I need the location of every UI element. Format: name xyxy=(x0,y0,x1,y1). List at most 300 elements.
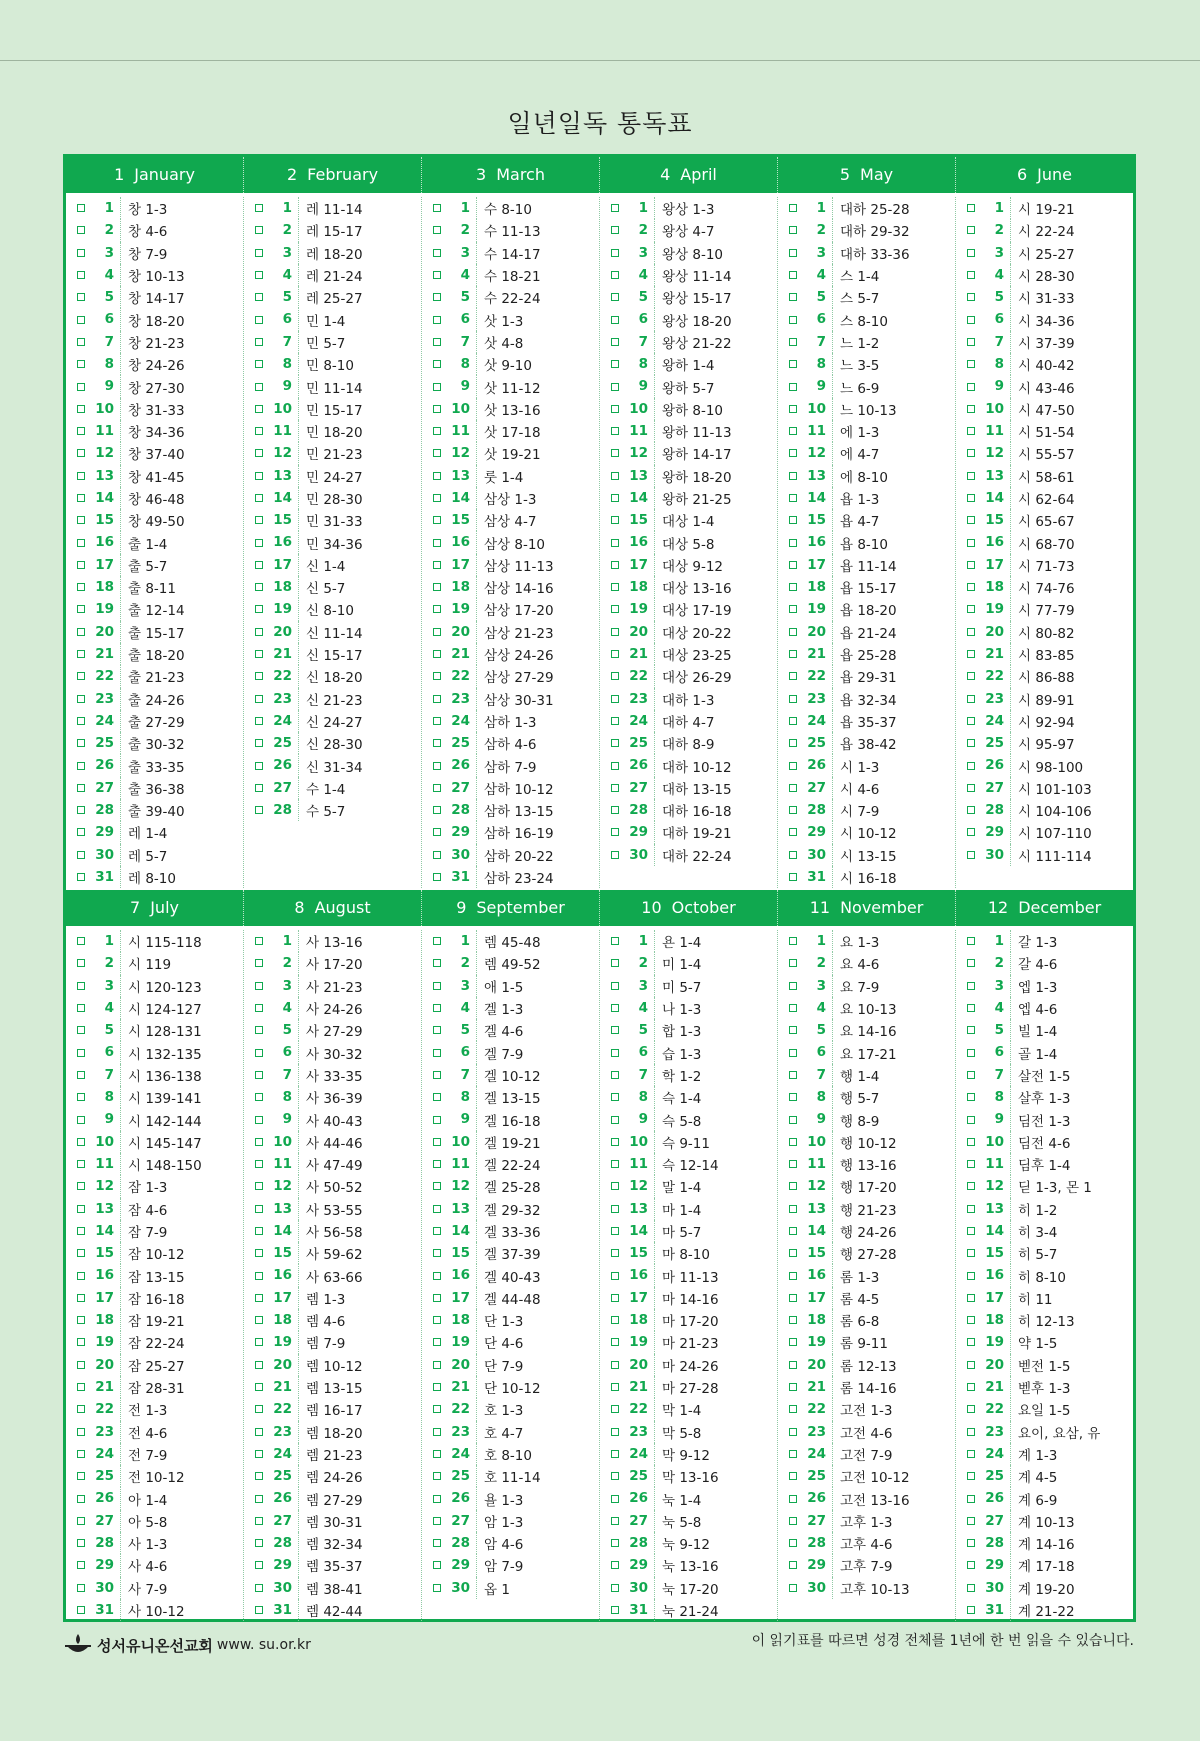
reading-checkbox[interactable] xyxy=(611,605,619,613)
reading-checkbox[interactable] xyxy=(789,1383,797,1391)
reading-checkbox[interactable] xyxy=(433,739,441,747)
reading-checkbox[interactable] xyxy=(611,583,619,591)
reading-checkbox[interactable] xyxy=(77,539,85,547)
reading-checkbox[interactable] xyxy=(433,449,441,457)
reading-checkbox[interactable] xyxy=(255,1026,263,1034)
reading-checkbox[interactable] xyxy=(967,739,975,747)
reading-checkbox[interactable] xyxy=(433,1361,441,1369)
reading-checkbox[interactable] xyxy=(77,1205,85,1213)
reading-checkbox[interactable] xyxy=(255,806,263,814)
reading-checkbox[interactable] xyxy=(967,1472,975,1480)
reading-checkbox[interactable] xyxy=(433,1539,441,1547)
reading-checkbox[interactable] xyxy=(433,784,441,792)
reading-checkbox[interactable] xyxy=(967,937,975,945)
reading-checkbox[interactable] xyxy=(255,959,263,967)
reading-checkbox[interactable] xyxy=(77,1584,85,1592)
reading-checkbox[interactable] xyxy=(433,828,441,836)
reading-checkbox[interactable] xyxy=(77,1495,85,1503)
reading-checkbox[interactable] xyxy=(255,1160,263,1168)
reading-checkbox[interactable] xyxy=(789,204,797,212)
reading-checkbox[interactable] xyxy=(967,1584,975,1592)
reading-checkbox[interactable] xyxy=(611,1450,619,1458)
reading-checkbox[interactable] xyxy=(255,739,263,747)
reading-checkbox[interactable] xyxy=(433,1383,441,1391)
reading-checkbox[interactable] xyxy=(77,605,85,613)
reading-checkbox[interactable] xyxy=(789,494,797,502)
reading-checkbox[interactable] xyxy=(789,427,797,435)
reading-checkbox[interactable] xyxy=(433,1138,441,1146)
reading-checkbox[interactable] xyxy=(255,1249,263,1257)
reading-checkbox[interactable] xyxy=(967,1093,975,1101)
reading-checkbox[interactable] xyxy=(77,1049,85,1057)
reading-checkbox[interactable] xyxy=(433,338,441,346)
reading-checkbox[interactable] xyxy=(611,516,619,524)
reading-checkbox[interactable] xyxy=(77,472,85,480)
reading-checkbox[interactable] xyxy=(77,494,85,502)
reading-checkbox[interactable] xyxy=(77,338,85,346)
reading-checkbox[interactable] xyxy=(77,1383,85,1391)
reading-checkbox[interactable] xyxy=(433,1272,441,1280)
reading-checkbox[interactable] xyxy=(789,1004,797,1012)
reading-checkbox[interactable] xyxy=(433,539,441,547)
reading-checkbox[interactable] xyxy=(77,1071,85,1079)
reading-checkbox[interactable] xyxy=(77,784,85,792)
reading-checkbox[interactable] xyxy=(611,1160,619,1168)
reading-checkbox[interactable] xyxy=(255,1338,263,1346)
reading-checkbox[interactable] xyxy=(77,1561,85,1569)
reading-checkbox[interactable] xyxy=(967,226,975,234)
reading-checkbox[interactable] xyxy=(789,449,797,457)
reading-checkbox[interactable] xyxy=(77,959,85,967)
reading-checkbox[interactable] xyxy=(77,1004,85,1012)
reading-checkbox[interactable] xyxy=(77,383,85,391)
reading-checkbox[interactable] xyxy=(611,1495,619,1503)
reading-checkbox[interactable] xyxy=(433,204,441,212)
reading-checkbox[interactable] xyxy=(611,1561,619,1569)
reading-checkbox[interactable] xyxy=(255,316,263,324)
reading-checkbox[interactable] xyxy=(611,226,619,234)
reading-checkbox[interactable] xyxy=(255,1361,263,1369)
reading-checkbox[interactable] xyxy=(77,226,85,234)
reading-checkbox[interactable] xyxy=(433,472,441,480)
reading-checkbox[interactable] xyxy=(77,873,85,881)
reading-checkbox[interactable] xyxy=(789,1272,797,1280)
reading-checkbox[interactable] xyxy=(611,982,619,990)
reading-checkbox[interactable] xyxy=(611,1205,619,1213)
reading-checkbox[interactable] xyxy=(433,1450,441,1458)
reading-checkbox[interactable] xyxy=(433,293,441,301)
reading-checkbox[interactable] xyxy=(789,937,797,945)
reading-checkbox[interactable] xyxy=(789,316,797,324)
reading-checkbox[interactable] xyxy=(255,605,263,613)
reading-checkbox[interactable] xyxy=(789,360,797,368)
reading-checkbox[interactable] xyxy=(789,1249,797,1257)
reading-checkbox[interactable] xyxy=(255,1182,263,1190)
reading-checkbox[interactable] xyxy=(611,1517,619,1525)
reading-checkbox[interactable] xyxy=(255,360,263,368)
reading-checkbox[interactable] xyxy=(77,1405,85,1413)
reading-checkbox[interactable] xyxy=(967,672,975,680)
reading-checkbox[interactable] xyxy=(433,1517,441,1525)
reading-checkbox[interactable] xyxy=(789,1361,797,1369)
reading-checkbox[interactable] xyxy=(611,851,619,859)
reading-checkbox[interactable] xyxy=(789,1294,797,1302)
reading-checkbox[interactable] xyxy=(611,249,619,257)
reading-checkbox[interactable] xyxy=(611,959,619,967)
reading-checkbox[interactable] xyxy=(77,1272,85,1280)
reading-checkbox[interactable] xyxy=(967,982,975,990)
reading-checkbox[interactable] xyxy=(611,1138,619,1146)
reading-checkbox[interactable] xyxy=(967,1205,975,1213)
reading-checkbox[interactable] xyxy=(789,1026,797,1034)
reading-checkbox[interactable] xyxy=(77,293,85,301)
reading-checkbox[interactable] xyxy=(967,1450,975,1458)
reading-checkbox[interactable] xyxy=(967,539,975,547)
reading-checkbox[interactable] xyxy=(255,1004,263,1012)
reading-checkbox[interactable] xyxy=(789,1561,797,1569)
reading-checkbox[interactable] xyxy=(789,405,797,413)
reading-checkbox[interactable] xyxy=(77,360,85,368)
reading-checkbox[interactable] xyxy=(789,959,797,967)
reading-checkbox[interactable] xyxy=(611,1071,619,1079)
reading-checkbox[interactable] xyxy=(255,1517,263,1525)
reading-checkbox[interactable] xyxy=(433,937,441,945)
reading-checkbox[interactable] xyxy=(611,449,619,457)
reading-checkbox[interactable] xyxy=(77,1227,85,1235)
reading-checkbox[interactable] xyxy=(611,1182,619,1190)
reading-checkbox[interactable] xyxy=(433,982,441,990)
reading-checkbox[interactable] xyxy=(77,937,85,945)
reading-checkbox[interactable] xyxy=(611,472,619,480)
reading-checkbox[interactable] xyxy=(967,1294,975,1302)
reading-checkbox[interactable] xyxy=(611,1338,619,1346)
reading-checkbox[interactable] xyxy=(967,762,975,770)
reading-checkbox[interactable] xyxy=(967,1361,975,1369)
reading-checkbox[interactable] xyxy=(611,1361,619,1369)
reading-checkbox[interactable] xyxy=(255,1606,263,1614)
reading-checkbox[interactable] xyxy=(433,1584,441,1592)
reading-checkbox[interactable] xyxy=(433,1472,441,1480)
reading-checkbox[interactable] xyxy=(77,1249,85,1257)
reading-checkbox[interactable] xyxy=(255,982,263,990)
reading-checkbox[interactable] xyxy=(255,427,263,435)
reading-checkbox[interactable] xyxy=(255,1049,263,1057)
reading-checkbox[interactable] xyxy=(789,1093,797,1101)
reading-checkbox[interactable] xyxy=(433,1405,441,1413)
reading-checkbox[interactable] xyxy=(967,1383,975,1391)
reading-checkbox[interactable] xyxy=(433,1071,441,1079)
reading-checkbox[interactable] xyxy=(433,316,441,324)
reading-checkbox[interactable] xyxy=(611,672,619,680)
reading-checkbox[interactable] xyxy=(77,1338,85,1346)
reading-checkbox[interactable] xyxy=(255,383,263,391)
reading-checkbox[interactable] xyxy=(255,1428,263,1436)
reading-checkbox[interactable] xyxy=(255,449,263,457)
reading-checkbox[interactable] xyxy=(789,695,797,703)
reading-checkbox[interactable] xyxy=(433,1026,441,1034)
reading-checkbox[interactable] xyxy=(77,1472,85,1480)
reading-checkbox[interactable] xyxy=(967,1004,975,1012)
reading-checkbox[interactable] xyxy=(255,539,263,547)
reading-checkbox[interactable] xyxy=(255,204,263,212)
reading-checkbox[interactable] xyxy=(433,695,441,703)
reading-checkbox[interactable] xyxy=(967,583,975,591)
reading-checkbox[interactable] xyxy=(433,1004,441,1012)
reading-checkbox[interactable] xyxy=(433,628,441,636)
reading-checkbox[interactable] xyxy=(433,1428,441,1436)
reading-checkbox[interactable] xyxy=(967,1182,975,1190)
reading-checkbox[interactable] xyxy=(789,1517,797,1525)
reading-checkbox[interactable] xyxy=(77,204,85,212)
reading-checkbox[interactable] xyxy=(967,628,975,636)
reading-checkbox[interactable] xyxy=(967,1049,975,1057)
reading-checkbox[interactable] xyxy=(967,338,975,346)
reading-checkbox[interactable] xyxy=(611,717,619,725)
reading-checkbox[interactable] xyxy=(789,1450,797,1458)
reading-checkbox[interactable] xyxy=(611,937,619,945)
reading-checkbox[interactable] xyxy=(967,1071,975,1079)
reading-checkbox[interactable] xyxy=(77,828,85,836)
reading-checkbox[interactable] xyxy=(255,650,263,658)
reading-checkbox[interactable] xyxy=(789,583,797,591)
reading-checkbox[interactable] xyxy=(433,249,441,257)
reading-checkbox[interactable] xyxy=(77,1138,85,1146)
reading-checkbox[interactable] xyxy=(433,516,441,524)
reading-checkbox[interactable] xyxy=(433,1227,441,1235)
reading-checkbox[interactable] xyxy=(77,717,85,725)
reading-checkbox[interactable] xyxy=(433,806,441,814)
reading-checkbox[interactable] xyxy=(77,806,85,814)
reading-checkbox[interactable] xyxy=(433,650,441,658)
reading-checkbox[interactable] xyxy=(255,784,263,792)
reading-checkbox[interactable] xyxy=(255,672,263,680)
reading-checkbox[interactable] xyxy=(611,762,619,770)
reading-checkbox[interactable] xyxy=(967,784,975,792)
reading-checkbox[interactable] xyxy=(77,449,85,457)
reading-checkbox[interactable] xyxy=(255,1539,263,1547)
reading-checkbox[interactable] xyxy=(789,1138,797,1146)
reading-checkbox[interactable] xyxy=(77,1361,85,1369)
reading-checkbox[interactable] xyxy=(255,405,263,413)
reading-checkbox[interactable] xyxy=(611,1405,619,1413)
reading-checkbox[interactable] xyxy=(433,1316,441,1324)
reading-checkbox[interactable] xyxy=(611,405,619,413)
reading-checkbox[interactable] xyxy=(77,1026,85,1034)
reading-checkbox[interactable] xyxy=(611,1606,619,1614)
reading-checkbox[interactable] xyxy=(789,1428,797,1436)
reading-checkbox[interactable] xyxy=(433,360,441,368)
reading-checkbox[interactable] xyxy=(433,873,441,881)
reading-checkbox[interactable] xyxy=(611,739,619,747)
reading-checkbox[interactable] xyxy=(967,1539,975,1547)
reading-checkbox[interactable] xyxy=(433,762,441,770)
reading-checkbox[interactable] xyxy=(77,1294,85,1302)
reading-checkbox[interactable] xyxy=(967,695,975,703)
reading-checkbox[interactable] xyxy=(611,383,619,391)
reading-checkbox[interactable] xyxy=(77,1116,85,1124)
reading-checkbox[interactable] xyxy=(255,293,263,301)
reading-checkbox[interactable] xyxy=(255,695,263,703)
reading-checkbox[interactable] xyxy=(77,583,85,591)
reading-checkbox[interactable] xyxy=(789,1338,797,1346)
reading-checkbox[interactable] xyxy=(255,226,263,234)
reading-checkbox[interactable] xyxy=(967,717,975,725)
reading-checkbox[interactable] xyxy=(611,427,619,435)
reading-checkbox[interactable] xyxy=(611,338,619,346)
reading-checkbox[interactable] xyxy=(967,1338,975,1346)
reading-checkbox[interactable] xyxy=(255,249,263,257)
reading-checkbox[interactable] xyxy=(967,1606,975,1614)
reading-checkbox[interactable] xyxy=(967,1272,975,1280)
reading-checkbox[interactable] xyxy=(77,427,85,435)
reading-checkbox[interactable] xyxy=(255,516,263,524)
reading-checkbox[interactable] xyxy=(255,1584,263,1592)
reading-checkbox[interactable] xyxy=(255,1294,263,1302)
reading-checkbox[interactable] xyxy=(967,1249,975,1257)
reading-checkbox[interactable] xyxy=(433,583,441,591)
reading-checkbox[interactable] xyxy=(789,1495,797,1503)
reading-checkbox[interactable] xyxy=(77,316,85,324)
reading-checkbox[interactable] xyxy=(789,472,797,480)
reading-checkbox[interactable] xyxy=(255,1093,263,1101)
reading-checkbox[interactable] xyxy=(967,427,975,435)
reading-checkbox[interactable] xyxy=(611,1004,619,1012)
reading-checkbox[interactable] xyxy=(611,1049,619,1057)
reading-checkbox[interactable] xyxy=(255,937,263,945)
reading-checkbox[interactable] xyxy=(77,271,85,279)
reading-checkbox[interactable] xyxy=(789,762,797,770)
reading-checkbox[interactable] xyxy=(789,828,797,836)
reading-checkbox[interactable] xyxy=(967,1517,975,1525)
reading-checkbox[interactable] xyxy=(789,1205,797,1213)
reading-checkbox[interactable] xyxy=(967,271,975,279)
reading-checkbox[interactable] xyxy=(789,1316,797,1324)
reading-checkbox[interactable] xyxy=(433,1249,441,1257)
reading-checkbox[interactable] xyxy=(967,1026,975,1034)
reading-checkbox[interactable] xyxy=(967,1227,975,1235)
reading-checkbox[interactable] xyxy=(789,1049,797,1057)
reading-checkbox[interactable] xyxy=(255,1450,263,1458)
reading-checkbox[interactable] xyxy=(789,851,797,859)
reading-checkbox[interactable] xyxy=(611,650,619,658)
reading-checkbox[interactable] xyxy=(967,806,975,814)
reading-checkbox[interactable] xyxy=(77,1316,85,1324)
reading-checkbox[interactable] xyxy=(967,1160,975,1168)
reading-checkbox[interactable] xyxy=(611,1026,619,1034)
reading-checkbox[interactable] xyxy=(789,739,797,747)
reading-checkbox[interactable] xyxy=(77,1428,85,1436)
reading-checkbox[interactable] xyxy=(255,472,263,480)
reading-checkbox[interactable] xyxy=(789,561,797,569)
reading-checkbox[interactable] xyxy=(967,360,975,368)
reading-checkbox[interactable] xyxy=(611,1472,619,1480)
reading-checkbox[interactable] xyxy=(433,605,441,613)
reading-checkbox[interactable] xyxy=(255,1383,263,1391)
reading-checkbox[interactable] xyxy=(967,449,975,457)
reading-checkbox[interactable] xyxy=(967,650,975,658)
reading-checkbox[interactable] xyxy=(255,1205,263,1213)
reading-checkbox[interactable] xyxy=(255,561,263,569)
reading-checkbox[interactable] xyxy=(611,1093,619,1101)
reading-checkbox[interactable] xyxy=(967,494,975,502)
reading-checkbox[interactable] xyxy=(77,1182,85,1190)
reading-checkbox[interactable] xyxy=(255,583,263,591)
reading-checkbox[interactable] xyxy=(967,204,975,212)
reading-checkbox[interactable] xyxy=(967,828,975,836)
reading-checkbox[interactable] xyxy=(255,1138,263,1146)
reading-checkbox[interactable] xyxy=(611,1249,619,1257)
reading-checkbox[interactable] xyxy=(255,628,263,636)
reading-checkbox[interactable] xyxy=(611,1227,619,1235)
reading-checkbox[interactable] xyxy=(433,672,441,680)
reading-checkbox[interactable] xyxy=(967,383,975,391)
reading-checkbox[interactable] xyxy=(789,1227,797,1235)
reading-checkbox[interactable] xyxy=(967,959,975,967)
reading-checkbox[interactable] xyxy=(789,1182,797,1190)
reading-checkbox[interactable] xyxy=(433,959,441,967)
reading-checkbox[interactable] xyxy=(789,383,797,391)
reading-checkbox[interactable] xyxy=(789,605,797,613)
reading-checkbox[interactable] xyxy=(433,717,441,725)
reading-checkbox[interactable] xyxy=(789,806,797,814)
reading-checkbox[interactable] xyxy=(611,494,619,502)
reading-checkbox[interactable] xyxy=(255,1561,263,1569)
reading-checkbox[interactable] xyxy=(789,1071,797,1079)
reading-checkbox[interactable] xyxy=(255,717,263,725)
reading-checkbox[interactable] xyxy=(967,472,975,480)
reading-checkbox[interactable] xyxy=(789,672,797,680)
reading-checkbox[interactable] xyxy=(77,249,85,257)
reading-checkbox[interactable] xyxy=(433,1338,441,1346)
reading-checkbox[interactable] xyxy=(77,405,85,413)
reading-checkbox[interactable] xyxy=(77,982,85,990)
reading-checkbox[interactable] xyxy=(967,516,975,524)
reading-checkbox[interactable] xyxy=(611,293,619,301)
reading-checkbox[interactable] xyxy=(967,1561,975,1569)
reading-checkbox[interactable] xyxy=(255,762,263,770)
reading-checkbox[interactable] xyxy=(789,1539,797,1547)
reading-checkbox[interactable] xyxy=(967,405,975,413)
reading-checkbox[interactable] xyxy=(967,249,975,257)
reading-checkbox[interactable] xyxy=(967,1316,975,1324)
reading-checkbox[interactable] xyxy=(77,516,85,524)
reading-checkbox[interactable] xyxy=(611,271,619,279)
reading-checkbox[interactable] xyxy=(77,851,85,859)
reading-checkbox[interactable] xyxy=(611,695,619,703)
reading-checkbox[interactable] xyxy=(433,494,441,502)
reading-checkbox[interactable] xyxy=(967,605,975,613)
reading-checkbox[interactable] xyxy=(611,628,619,636)
reading-checkbox[interactable] xyxy=(611,360,619,368)
reading-checkbox[interactable] xyxy=(967,293,975,301)
reading-checkbox[interactable] xyxy=(255,1316,263,1324)
reading-checkbox[interactable] xyxy=(255,1071,263,1079)
reading-checkbox[interactable] xyxy=(433,1160,441,1168)
reading-checkbox[interactable] xyxy=(77,1093,85,1101)
reading-checkbox[interactable] xyxy=(789,516,797,524)
reading-checkbox[interactable] xyxy=(967,1495,975,1503)
reading-checkbox[interactable] xyxy=(611,1383,619,1391)
reading-checkbox[interactable] xyxy=(433,271,441,279)
reading-checkbox[interactable] xyxy=(611,784,619,792)
reading-checkbox[interactable] xyxy=(611,1116,619,1124)
reading-checkbox[interactable] xyxy=(967,1428,975,1436)
reading-checkbox[interactable] xyxy=(967,561,975,569)
reading-checkbox[interactable] xyxy=(77,1450,85,1458)
reading-checkbox[interactable] xyxy=(255,1272,263,1280)
reading-checkbox[interactable] xyxy=(789,293,797,301)
reading-checkbox[interactable] xyxy=(433,851,441,859)
